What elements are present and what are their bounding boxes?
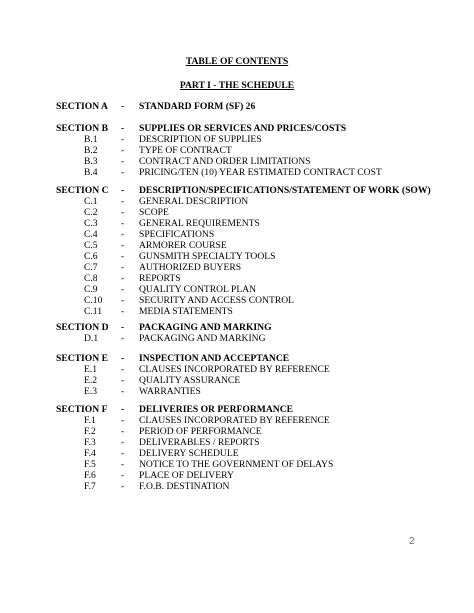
toc-entry-title: NOTICE TO THE GOVERNMENT OF DELAYS: [139, 459, 334, 470]
toc-section-row: [0, 101, 474, 113]
toc-entry-dash: -: [121, 364, 125, 375]
toc-entry-dash: -: [121, 481, 125, 492]
toc-entry-id: F.5: [84, 459, 96, 470]
toc-entry-title: SCOPE: [139, 207, 169, 218]
toc-entry-id: B.3: [84, 156, 98, 167]
toc-entry-id: C.11: [84, 306, 103, 317]
toc-entry-id: C.3: [84, 218, 98, 229]
toc-entry-title: CLAUSES INCORPORATED BY REFERENCE: [139, 415, 330, 426]
toc-entry-title: QUALITY CONTROL PLAN: [139, 284, 257, 295]
toc-entry-dash: -: [121, 273, 125, 284]
toc-entry-dash: -: [121, 196, 125, 207]
toc-entry-dash: -: [121, 459, 125, 470]
toc-item-row: [0, 481, 474, 493]
toc-entry-title: PACKAGING AND MARKING: [139, 333, 266, 344]
toc-entry-id: SECTION F: [56, 404, 108, 415]
toc-entry-id: B.1: [84, 134, 98, 145]
toc-entry-dash: -: [121, 375, 125, 386]
toc-entry-dash: -: [121, 415, 125, 426]
toc-entry-id: SECTION A: [56, 101, 108, 112]
toc-entry-title: INSPECTION AND ACCEPTANCE: [139, 353, 290, 364]
toc-entry-title: QUALITY ASSURANCE: [139, 375, 241, 386]
toc-entry-title: PERIOD OF PERFORMANCE: [139, 426, 262, 437]
toc-entry-dash: -: [121, 295, 125, 306]
toc-entry-id: SECTION D: [56, 322, 109, 333]
toc-entry-id: C.1: [84, 196, 98, 207]
toc-entry-id: C.4: [84, 229, 98, 240]
toc-entry-dash: -: [121, 229, 125, 240]
toc-entry-id: B.2: [84, 145, 98, 156]
toc-entry-dash: -: [121, 167, 125, 178]
toc-entry-id: C.7: [84, 262, 98, 273]
toc-entry-title: DELIVERIES OR PERFORMANCE: [139, 404, 294, 415]
part-title: PART I - THE SCHEDULE: [179, 80, 295, 91]
toc-entry-title: F.O.B. DESTINATION: [139, 481, 230, 492]
toc-entry-dash: -: [121, 145, 125, 156]
toc-entry-id: F.4: [84, 448, 96, 459]
toc-entry-dash: -: [121, 437, 125, 448]
toc-entry-id: C.9: [84, 284, 98, 295]
toc-entry-title: SPECIFICATIONS: [139, 229, 215, 240]
toc-entry-dash: -: [121, 101, 125, 112]
toc-entry-dash: -: [121, 240, 125, 251]
toc-entry-title: STANDARD FORM (SF) 26: [139, 101, 256, 112]
toc-entry-title: GENERAL REQUIREMENTS: [139, 218, 260, 229]
toc-entry-id: C.6: [84, 251, 98, 262]
toc-entry-title: TYPE OF CONTRACT: [139, 145, 232, 156]
toc-entry-title: DELIVERABLES / REPORTS: [139, 437, 260, 448]
toc-title: TABLE OF CONTENTS: [185, 56, 289, 67]
toc-entry-dash: -: [121, 333, 125, 344]
toc-entry-id: B.4: [84, 167, 98, 178]
toc-item-row: [0, 306, 474, 318]
toc-entry-dash: -: [121, 207, 125, 218]
toc-entry-id: C.10: [84, 295, 103, 306]
toc-entry-dash: -: [121, 404, 125, 415]
toc-entry-id: SECTION C: [56, 185, 109, 196]
toc-entry-dash: -: [121, 322, 125, 333]
toc-entry-dash: -: [121, 306, 125, 317]
toc-entry-id: D.1: [84, 333, 99, 344]
toc-entry-id: C.5: [84, 240, 98, 251]
toc-entry-dash: -: [121, 470, 125, 481]
toc-entry-title: PRICING/TEN (10) YEAR ESTIMATED CONTRACT COST: [139, 167, 382, 178]
toc-entry-dash: -: [121, 218, 125, 229]
toc-entry-title: DELIVERY SCHEDULE: [139, 448, 239, 459]
toc-item-row: [0, 167, 474, 179]
toc-entry-title: WARRANTIES: [139, 386, 201, 397]
toc-entry-id: F.6: [84, 470, 96, 481]
toc-entry-id: F.2: [84, 426, 96, 437]
toc-entry-id: SECTION B: [56, 123, 108, 134]
toc-entry-title: REPORTS: [139, 273, 181, 284]
toc-entry-title: CLAUSES INCORPORATED BY REFERENCE: [139, 364, 330, 375]
toc-item-row: [0, 333, 474, 345]
toc-entry-id: C.2: [84, 207, 98, 218]
toc-entry-id: SECTION E: [56, 353, 108, 364]
toc-entry-dash: -: [121, 353, 125, 364]
toc-entry-title: CONTRACT AND ORDER LIMITATIONS: [139, 156, 311, 167]
toc-entry-dash: -: [121, 426, 125, 437]
toc-entry-title: SECURITY AND ACCESS CONTROL: [139, 295, 295, 306]
toc-entry-title: PLACE OF DELIVERY: [139, 470, 234, 481]
toc-entry-dash: -: [121, 134, 125, 145]
page-number: 2: [409, 536, 415, 547]
toc-entry-id: F.1: [84, 415, 96, 426]
toc-entry-id: F.3: [84, 437, 96, 448]
toc-entry-dash: -: [121, 251, 125, 262]
toc-entry-title: GENERAL DESCRIPTION: [139, 196, 249, 207]
toc-entry-id: E.2: [84, 375, 98, 386]
toc-entry-dash: -: [121, 448, 125, 459]
toc-entry-id: E.3: [84, 386, 98, 397]
toc-entry-title: ARMORER COURSE: [139, 240, 227, 251]
toc-entry-dash: -: [121, 386, 125, 397]
toc-entry-dash: -: [121, 262, 125, 273]
toc-entry-title: PACKAGING AND MARKING: [139, 322, 272, 333]
toc-item-row: [0, 386, 474, 398]
toc-entry-id: F.7: [84, 481, 96, 492]
toc-entry-dash: -: [121, 156, 125, 167]
toc-entry-dash: -: [121, 185, 125, 196]
toc-entry-title: AUTHORIZED BUYERS: [139, 262, 242, 273]
toc-entry-id: C.8: [84, 273, 98, 284]
toc-entry-title: DESCRIPTION/SPECIFICATIONS/STATEMENT OF WORK (SOW): [139, 185, 431, 196]
toc-entry-dash: -: [121, 284, 125, 295]
toc-entry-title: GUNSMITH SPECIALTY TOOLS: [139, 251, 276, 262]
toc-entry-id: E.1: [84, 364, 98, 375]
toc-entry-title: DESCRIPTION OF SUPPLIES: [139, 134, 262, 145]
toc-entry-dash: -: [121, 123, 125, 134]
toc-entry-title: SUPPLIES OR SERVICES AND PRICES/COSTS: [139, 123, 347, 134]
toc-entry-title: MEDIA STATEMENTS: [139, 306, 233, 317]
